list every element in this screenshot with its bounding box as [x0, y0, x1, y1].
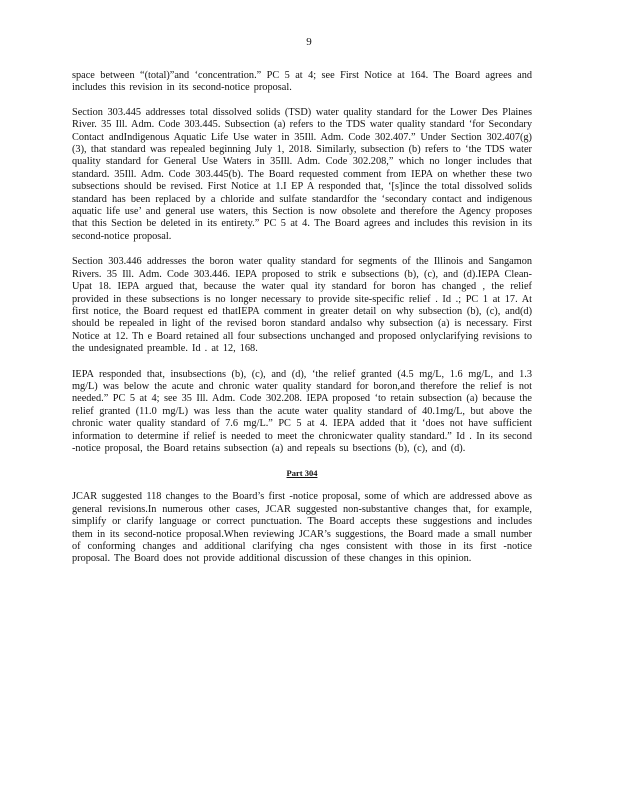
part-heading-label: Part 304 — [286, 468, 318, 479]
paragraph-jcar-suggestions: JCAR suggested 118 changes to the Board’s first -notice proposal, some of which are addressed above as general revisions.In numerous other cases, JCAR suggested non-substantive changes that, for example, simplify or clarify language or correct punctuation. The Board accepts these suggestions and includes them in its second-notice proposal.When reviewing JCAR’s suggestions, the Board made a small number of conforming changes and additional clarifying cha nges consistent with those in its first -notice proposal. The Board does not provide additional discussion of these changes in this opinion. — [72, 491, 532, 565]
page-number: 9 — [306, 36, 312, 48]
paragraph-iepa-response: IEPA responded that, insubsections (b), (c), and (d), ‘the relief granted (4.5 mg/L, 1.6 mg/L, and 1.3 mg/L) was below the acute and chronic water quality standard for boron,and therefore the relief is not needed.” PC 5 at 4; see 35 Ill. Adm. Code 302.208. IEPA proposed ‘to retain subsection (a) because the relief granted (11.0 mg/L) was less than the acute water quality standard of 40.1mg/L, but above the chronic water quality standard of 7.6 mg/L.” PC 5 at 4. IEPA added that it ‘does not have sufficient information to determine if relief is needed to meet the chronicwater quality standard.” Id . In its second -notice proposal, the Board retains subsection (a) and repeals su bsections (b), (c), and (d). — [72, 368, 532, 454]
part-heading — [72, 468, 532, 479]
paragraph-section-303-446: Section 303.446 addresses the boron water quality standard for segments of the Illinois and Sangamon Rivers. 35 Ill. Adm. Code 303.446. IEPA proposed to strik e subsections (b), (c), and (d).IEPA Clean-Upat 18. IEPA argued that, because the water qual ity standard for boron has changed , the relief provided in these subsections is no longer necessary to provide site-specific relief . Id .; PC 1 at 17. At first notice, the Board request ed thatIEPA comment in greater detail on why subsection (b), (c), and(d) should be repealed in light of the revised boron standard andalso why subsection (a) is necessary. First Notice at 12. Th e Board retained all four subsections unchanged and proposed onlyclarifying revisions to the undesignated preamble. Id . at 12, 168. — [72, 256, 532, 355]
paragraph-continuation: space between “(total)”and ‘concentration.” PC 5 at 4; see First Notice at 164. The Board agrees and includes this revision in its second-notice proposal. — [72, 70, 532, 94]
paragraph-section-303-445: Section 303.445 addresses total dissolved solids (TSD) water quality standard for the Lower Des Plaines River. 35 Ill. Adm. Code 303.445. Subsection (a) refers to the TDS water quality standard ‘for Secondary Contact andIndigenous Aquatic Life Use water in 35Ill. Adm. Code 302.407.” Under Section 302.407(g)(3), that standard was repealed beginning July 1, 2018. Similarly, subsection (b) refers to ‘the TDS water quality standard for General Use Waters in 35Ill. Adm. Code 302.208,” which no longer includes that standard. 35Ill. Adm. Code 303.445(b). The Board requested comment from IEPA on whether these two subsections should be revised. First Notice at 1.I EP A responded that, ‘[s]ince the total dissolved solids standard has been replaced by a chloride and sulfate standardfor the ‘secondary contact and indigenous aquatic life use’ and general use waters, this Section is now obsolete and therefore the Agency proposes that this Section be deleted in its entirety.” PC 5 at 4. The Board agrees and includes this revision in its second-notice proposal. — [72, 106, 532, 242]
document-body — [72, 70, 532, 579]
